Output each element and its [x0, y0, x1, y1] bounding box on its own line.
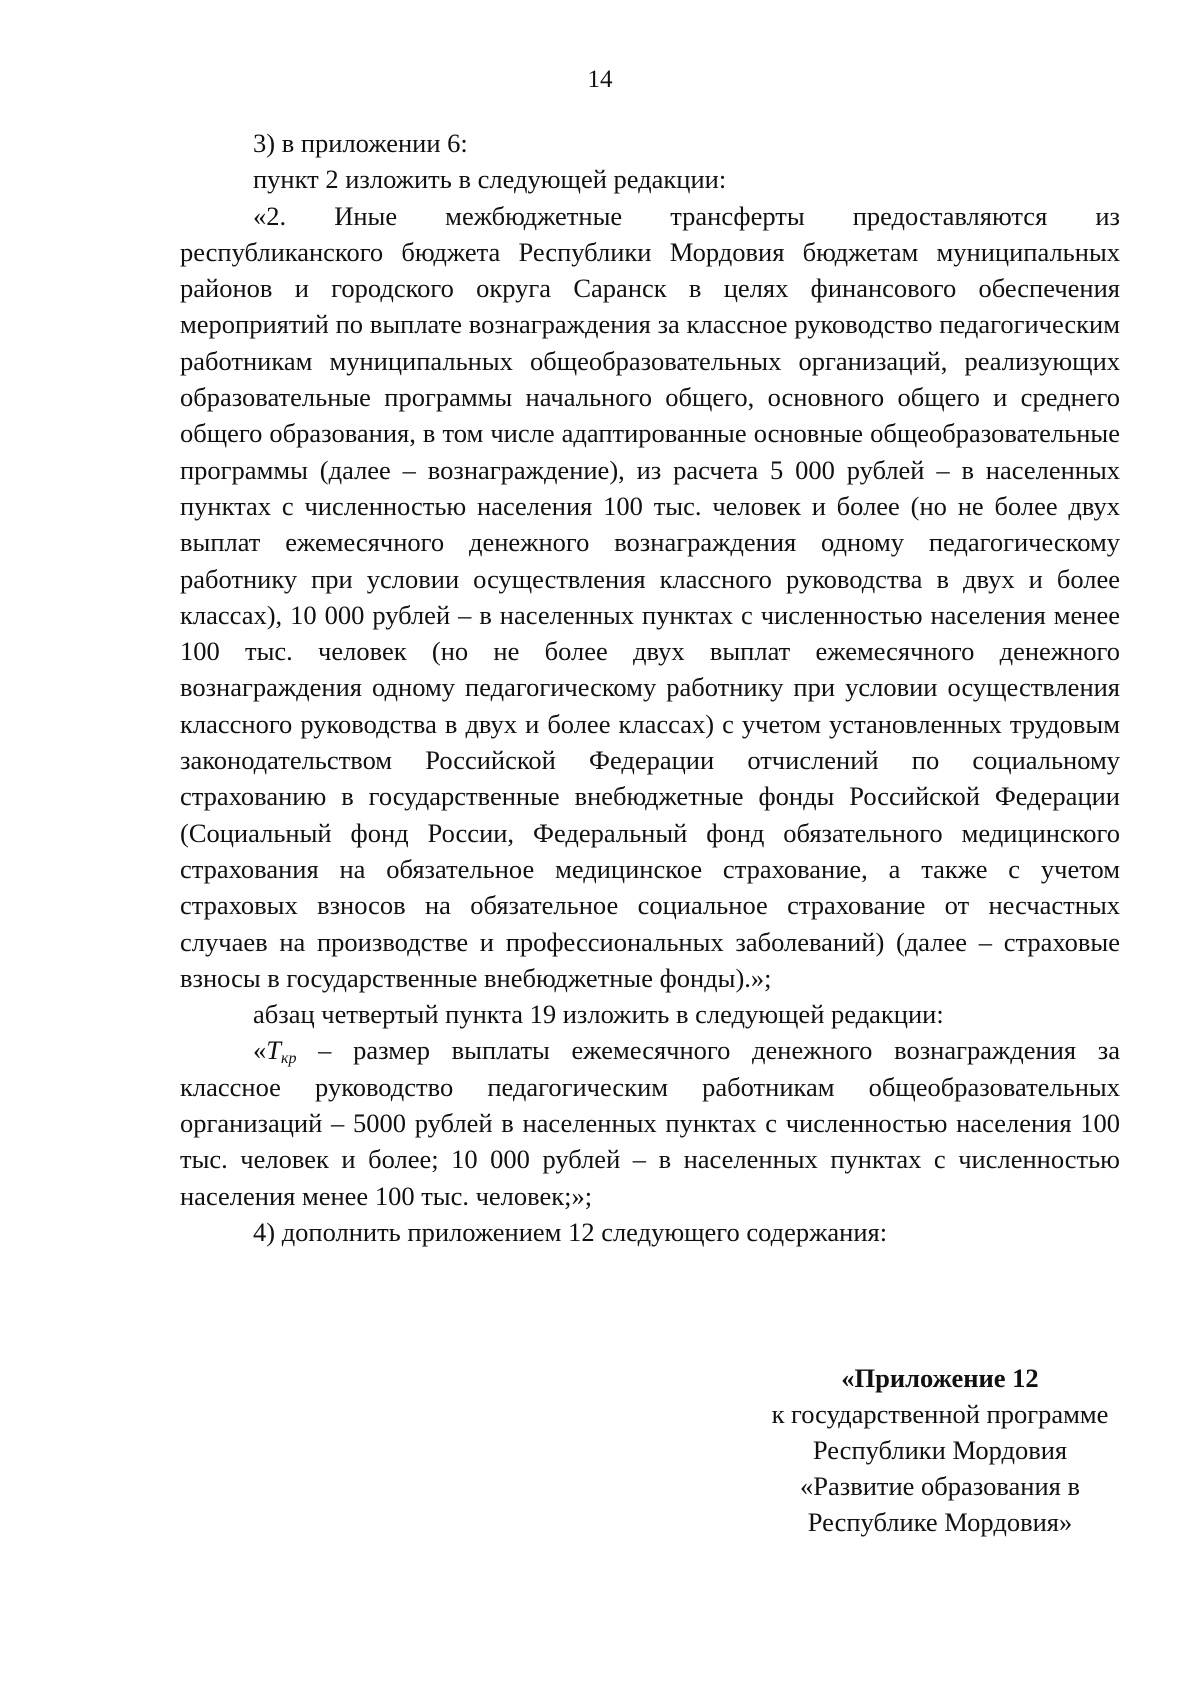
formula-definition: – размер выплаты ежемесячного денежного вознаграждения за классное руководство педагогическим работникам общеобразовательных организаций – 5000 рублей в населенных пунктах с численностью населения 100 тыс. человек и более; 10 000 рублей – в населенных пунктах с численностью населения менее 100 тыс. человек;»;	[180, 1035, 1120, 1211]
paragraph-point-2-instruction: пункт 2 изложить в следующей редакции:	[253, 164, 727, 195]
paragraph-item-3: 3) в приложении 6:	[253, 128, 468, 158]
paragraph-item-4: 4) дополнить приложением 12 следующего содержания:	[253, 1216, 888, 1247]
paragraph-point-19-text	[180, 1032, 1120, 1213]
appendix-line: Республики Мордовия	[812, 1435, 1068, 1465]
document-body	[180, 125, 1120, 1250]
formula-subscript: кр	[281, 1050, 297, 1068]
appendix-header	[740, 1360, 1140, 1540]
formula-symbol: T	[266, 1035, 281, 1066]
appendix-line: к государственной программе	[771, 1399, 1109, 1429]
paragraph-point-2-text: «2. Иные межбюджетные трансферты предоставляются из республиканского бюджета Республики Мордовия бюджетам муниципальных районов и городского округа Саранск в целях финансового обеспечения мероприятий по выплате вознаграждения за классное руководство педагогическим работникам муниципальных общеобразовательных организаций, реализующих образовательные программы начального общего, основного общего и среднего общего образования, в том числе адаптированные основные общеобразовательные программы (далее – вознаграждение), из расчета 5 000 рублей – в населенных пунктах с численностью населения 100 тыс. человек и более (но не более двух выплат ежемесячного денежного вознаграждения одному педагогическому работнику при условии осуществления классного руководства в двух и более классах), 10 000 рублей – в населенных пунктах с численностью населения менее 100 тыс. человек (но не более двух выплат ежемесячного денежного вознаграждения одному педагогическому работнику при условии осуществления классного руководства в двух и более классах) с учетом установленных трудовым законодательством Российской Федерации отчислений по социальному страхованию в государственные внебюджетные фонды Российской Федерации (Социальный фонд России, Федеральный фонд обязательного медицинского страхования на обязательное медицинское страхование, а также с учетом страховых взносов на обязательное социальное страхование от несчастных случаев на производстве и профессиональных заболеваний) (далее – страховые взносы в государственные внебюджетные фонды).»;	[180, 200, 1120, 993]
page-number: 14	[587, 66, 613, 93]
appendix-line: Республике Мордовия»	[807, 1507, 1073, 1537]
quote-open: «	[253, 1035, 267, 1066]
appendix-line: «Развитие образования в	[800, 1471, 1080, 1501]
paragraph-point-19-instruction: абзац четвертый пункта 19 изложить в следующей редакции:	[253, 999, 944, 1030]
appendix-title: «Приложение 12	[841, 1363, 1039, 1393]
